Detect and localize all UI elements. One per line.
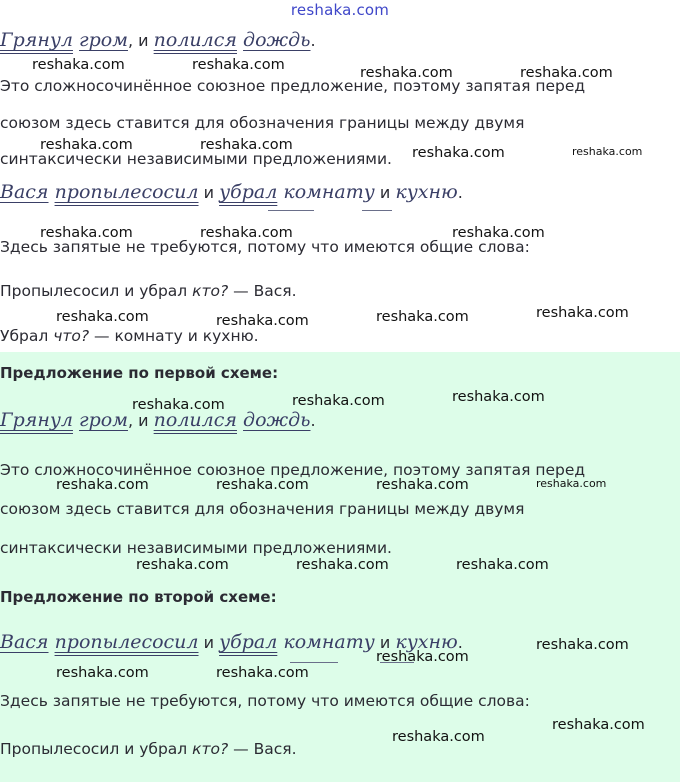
predicate-word: убрал [219,631,278,653]
object-underline [290,662,338,663]
explanation-line: синтаксически независимыми предложениями. [0,150,392,168]
object-word: кухню [395,631,458,653]
watermark: reshaka.com [376,309,469,325]
explanation-line: синтаксически независимыми предложениями. [0,539,392,557]
watermark: reshaka.com [200,225,293,241]
watermark: reshaka.com [360,65,453,81]
conjunction: и [198,633,220,652]
subject-word: Грянул [0,409,73,431]
watermark: reshaka.com [136,557,229,573]
explanation-line: Здесь запятые не требуются, потому что имеются общие слова: [0,238,530,256]
sentence-period: . [310,31,316,50]
sentence-1 [0,28,316,53]
predicate-word: убрал [219,181,278,203]
explanation-line: Это сложносочинённое союзное предложение, поэтому запятая перед [0,461,586,479]
watermark: reshaka.com [40,137,133,153]
question-line: Убрал что? — комнату и кухню. [0,327,259,345]
subject-word: Грянул [0,29,73,51]
sentence-separator: , и [127,31,154,50]
predicate-word: гром [79,409,128,431]
subject-word: дождь [243,409,311,431]
question-line: Пропылесосил и убрал кто? — Вася. [0,740,297,758]
watermark: reshaka.com [456,557,549,573]
object-word: кухню [395,181,458,203]
heading-scheme-1: Предложение по первой схеме: [0,364,279,382]
explanation-line: Здесь запятые не требуются, потому что имеются общие слова: [0,692,530,710]
watermark: reshaka.com [536,305,629,321]
subject-word: Вася [0,631,49,653]
watermark: reshaka.com [392,729,485,745]
conjunction: и [198,183,220,202]
watermark: reshaka.com [40,225,133,241]
explanation-line: союзом здесь ставится для обозначения границы между двумя [0,500,525,518]
watermark: reshaka.com [56,477,149,493]
predicate-word: пропылесосил [54,181,199,203]
watermark: reshaka.com [216,665,309,681]
object-word: комнату [283,181,375,203]
watermark: reshaka.com [520,65,613,81]
explanation-line: союзом здесь ставится для обозначения границы между двумя [0,114,525,132]
sentence-period: . [310,411,316,430]
watermark: reshaka.com [552,717,645,733]
watermark: reshaka.com [292,393,385,409]
watermark: reshaka.com [296,557,389,573]
watermark: reshaka.com [200,137,293,153]
object-underline [362,210,392,211]
watermark: reshaka.com [376,649,469,665]
watermark: reshaka.com [216,477,309,493]
watermark: reshaka.com [412,145,505,161]
heading-scheme-2: Предложение по второй схеме: [0,588,277,606]
watermark: reshaka.com [132,397,225,413]
watermark: reshaka.com [536,477,607,490]
sentence-period: . [457,633,463,652]
watermark: reshaka.com [56,665,149,681]
site-watermark: reshaka.com [290,1,390,19]
watermark: reshaka.com [536,637,629,653]
sentence-2 [0,180,463,205]
explanation-line: Это сложносочинённое союзное предложение, поэтому запятая перед [0,77,586,95]
predicate-word: гром [79,29,128,51]
predicate-word: полился [153,29,237,51]
conjunction: и [374,633,396,652]
predicate-word: пропылесосил [54,631,199,653]
sentence-period: . [457,183,463,202]
watermark: reshaka.com [56,309,149,325]
watermark: reshaka.com [216,313,309,329]
conjunction: и [374,183,396,202]
object-word: комнату [283,631,375,653]
watermark: reshaka.com [452,225,545,241]
subject-word: дождь [243,29,311,51]
question-line: Пропылесосил и убрал кто? — Вася. [0,282,297,300]
predicate-word: полился [153,409,237,431]
watermark: reshaka.com [452,389,545,405]
watermark: reshaka.com [376,477,469,493]
sentence-separator: , и [127,411,154,430]
object-underline [268,210,314,211]
watermark: reshaka.com [572,145,643,158]
subject-word: Вася [0,181,49,203]
watermark: reshaka.com [192,57,285,73]
watermark: reshaka.com [32,57,125,73]
